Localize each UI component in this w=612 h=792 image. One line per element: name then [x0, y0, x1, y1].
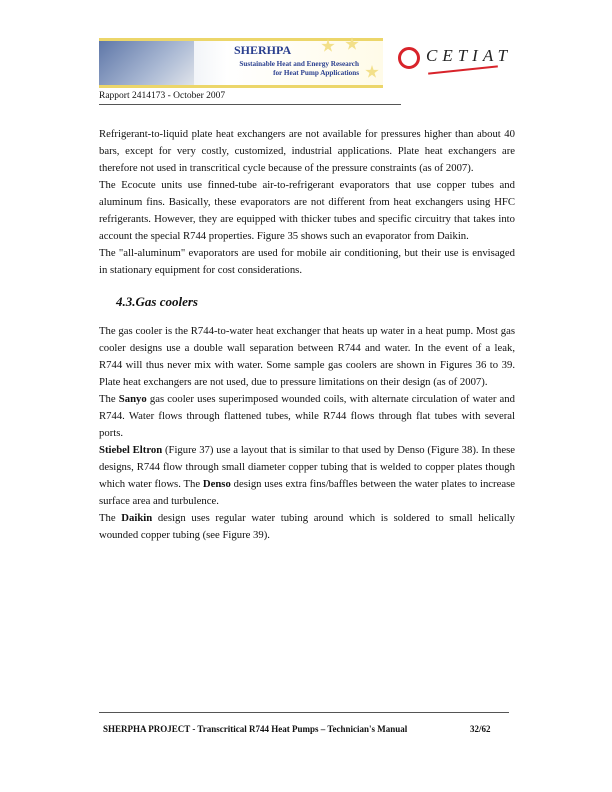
- sherhpa-logo: [99, 38, 383, 88]
- header-divider: [99, 104, 401, 105]
- paragraph: The Daikin design uses regular water tubing around which is soldered to small helically wounded copper tubing (see Figure 39).: [99, 512, 516, 541]
- page-number: 32/62: [470, 724, 491, 734]
- paragraph: Stiebel Eltron (Figure 37) use a layout that is similar to that used by Denso (Figure 38). In these designs, R744 flow through small diameter copper tubing that is welded to copper plates though which water flows. The Denso design uses extra fins/baffles between the water plates to increase surface area and turbulence.: [99, 444, 516, 507]
- paragraph: The "all-aluminum" evaporators are used for mobile air conditioning, but their use is envisaged in stationary equipment for cost considerations.: [99, 247, 515, 276]
- logo-subtitle: Sustainable Heat and Energy Research for Heat Pump Applications: [239, 60, 359, 77]
- footer-divider: [99, 712, 509, 713]
- paragraph: Refrigerant-to-liquid plate heat exchangers are not available for pressures higher than about 40 bars, except for very costly, customized, industrial applications. Plate heat exchangers are therefore not used in transcritical cycle because of the pressure constraints (as of 2007).: [99, 128, 515, 174]
- cetiat-ring-icon: [398, 47, 420, 69]
- report-reference: Rapport 2414173 - October 2007: [99, 91, 226, 101]
- paragraph: The Ecocute units use finned-tube air-to-refrigerant evaporators that use copper tubes and aluminum fins. Basically, these evaporators are not different from heat exchangers using HFC refrigerants. However, they are equipped with thicker tubes and specific circuitry that takes into account the special R744 properties. Figure 35 shows such an evaporator from Daikin.: [99, 179, 515, 242]
- paragraph: The gas cooler is the R744-to-water heat exchanger that heats up water in a heat pump. Most gas cooler designs use a double wall separation between R744 and water. In the event of a leak, R744 will thus never mix with water. Some sample gas coolers are shown in Figures 36 to 39. Plate heat exchangers are not used, due to pressure limitations on their design (as of 2007).: [99, 325, 515, 388]
- logo-title: SHERHPA: [234, 43, 292, 57]
- section-heading: 4.3.Gas coolers: [116, 294, 198, 309]
- cetiat-logo: CETIAT: [398, 44, 518, 78]
- star-icon: [365, 65, 379, 79]
- footer-text: SHERPHA PROJECT - Transcritical R744 Heat Pumps – Technician's Manual: [103, 724, 408, 734]
- star-icon: [345, 37, 359, 51]
- heat-pump-image: [99, 41, 194, 85]
- paragraph: The Sanyo gas cooler uses superimposed wounded coils, with alternate circulation of water and R744. Water flows through flattened tubes, while R744 flows through flat tubes with several ports.: [99, 393, 515, 439]
- star-icon: [321, 39, 335, 53]
- body-text: [99, 126, 515, 544]
